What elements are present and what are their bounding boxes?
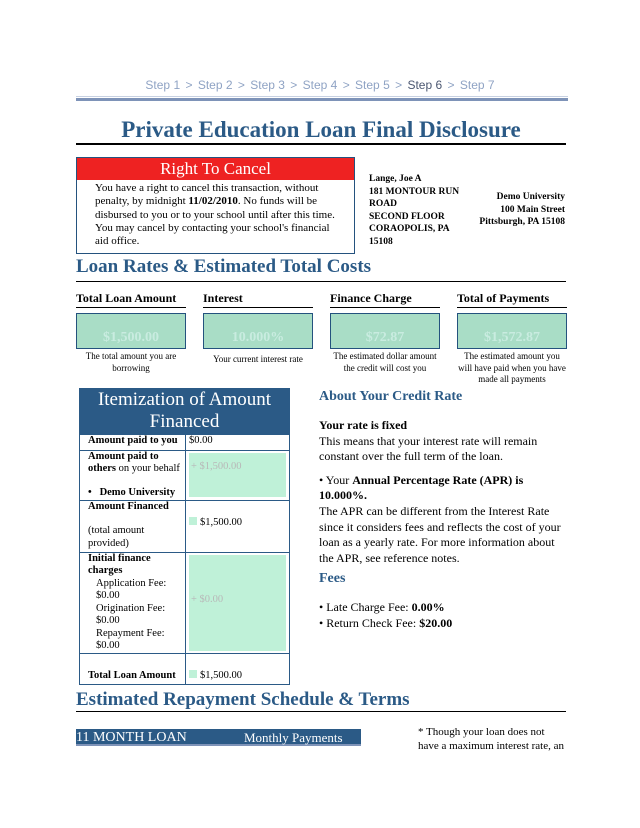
rate-value: $72.87 (330, 313, 440, 349)
rate-label: Total Loan Amount (76, 291, 186, 308)
rates-section-divider (76, 281, 566, 282)
steps-divider (76, 96, 568, 101)
amount-financed-label: Amount Financed (88, 500, 169, 512)
value-marker (189, 670, 197, 678)
total-loan-amount-card (76, 291, 186, 374)
step-separator: > (185, 78, 193, 92)
finance-charge-card (330, 291, 440, 374)
cancel-deadline-date: 11/02/2010 (188, 195, 238, 208)
paid-to-you-label: Amount paid to you (88, 435, 178, 446)
step-7-link[interactable]: Step 7 (459, 78, 495, 92)
school-address (470, 191, 565, 229)
rate-description: Your current interest rate (213, 354, 303, 364)
step-separator: > (290, 78, 298, 92)
total-loan-value: $1,500.00 (200, 669, 242, 681)
step-separator: > (342, 78, 350, 92)
borrower-address (369, 173, 469, 249)
rate-value: $1,572.87 (457, 313, 567, 349)
return-check-fee: • Return Check Fee: $20.00 (319, 615, 453, 630)
table-row (80, 500, 290, 552)
borrower-city: CORAOPOLIS, PA 15108 (369, 224, 450, 247)
step-4-link[interactable]: Step 4 (302, 78, 338, 92)
right-to-cancel-box (76, 157, 355, 254)
step-6-current: Step 6 (407, 78, 443, 92)
rate-label: Finance Charge (330, 291, 440, 308)
school-street: 100 Main Street (500, 204, 565, 215)
itemization-box (79, 388, 290, 685)
right-to-cancel-heading: Right To Cancel (77, 158, 354, 180)
itemization-heading: Itemization of Amount Financed (79, 388, 290, 434)
total-of-payments-card (457, 291, 567, 386)
borrower-name: Lange, Joe A (369, 174, 422, 184)
apr-statement: • Your Annual Percentage Rate (APR) is 10.000%. (319, 472, 524, 503)
table-row (80, 435, 290, 451)
step-separator: > (237, 78, 245, 92)
origination-fee: Origination Fee: $0.00 (96, 602, 166, 626)
credit-rate-text (319, 418, 567, 566)
paid-to-you-value: $0.00 (186, 435, 290, 451)
rate-value: 10.000% (203, 313, 313, 349)
repayment-section-heading: Estimated Repayment Schedule & Terms (76, 689, 410, 710)
paid-to-others-value: + $1,500.00 (189, 453, 286, 497)
rate-description: The total amount you are borrowing (85, 351, 177, 373)
step-separator: > (395, 78, 403, 92)
fixed-rate-text: This means that your interest rate will remain constant over the full term of the loan. (319, 433, 538, 464)
fees-list (319, 600, 567, 631)
apr-explanation: The APR can be different from the Interest Rate since it considers fees and reflects the cost of your loan as a yearly rate. For more information about the APR, see reference notes. (319, 503, 561, 565)
step-2-link[interactable]: Step 2 (197, 78, 233, 92)
fees-heading: Fees (319, 571, 346, 586)
rates-section-heading: Loan Rates & Estimated Total Costs (76, 256, 372, 277)
repayment-section-divider (76, 711, 566, 712)
page-title: Private Education Loan Final Disclosure (121, 117, 521, 142)
credit-rate-heading: About Your Credit Rate (319, 389, 463, 404)
table-row (80, 653, 290, 685)
rate-description: The estimated dollar amount the credit will cost you (333, 351, 437, 373)
borrower-street: 181 MONTOUR RUN ROAD (369, 186, 460, 210)
interest-card (203, 291, 313, 366)
amount-financed-note: (total amount provided) (88, 525, 145, 549)
value-marker (189, 517, 197, 525)
step-5-link[interactable]: Step 5 (355, 78, 390, 92)
rate-label: Interest (203, 291, 313, 308)
rate-value: $1,500.00 (76, 313, 186, 349)
table-row (80, 552, 290, 653)
rate-label: Total of Payments (457, 291, 567, 308)
repayment-fee: Repayment Fee: $0.00 (96, 627, 165, 651)
borrower-floor: SECOND FLOOR (369, 211, 445, 222)
step-separator: > (447, 78, 455, 92)
total-loan-label: Total Loan Amount (88, 669, 176, 681)
repayment-bar (76, 729, 361, 746)
repayment-footnote: * Though your loan does not have a maximum interest rate, an (418, 726, 564, 753)
fixed-rate-heading: Your rate is fixed (319, 418, 408, 432)
late-charge-fee: • Late Charge Fee: 0.00% (319, 600, 445, 614)
school-city: Pittsburgh, PA 15108 (479, 217, 565, 228)
itemization-table (79, 434, 290, 685)
school-name: Demo University (496, 192, 565, 202)
application-fee: Application Fee: $0.00 (96, 577, 167, 601)
step-3-link[interactable]: Step 3 (250, 78, 285, 92)
amount-financed-value: $1,500.00 (200, 516, 242, 528)
rate-description: The estimated amount you will have paid when you have made all payments (458, 351, 566, 384)
monthly-payments-label: Monthly Payments (244, 730, 343, 745)
initial-charges-value: + $0.00 (189, 555, 286, 651)
paid-to-others-label: Amount paid to others (88, 450, 159, 474)
initial-charges-label: Initial finance charges (88, 552, 151, 576)
paid-to-others-item: Demo University (99, 486, 176, 498)
table-row: Amount paid to others on your behalf • Demo University + $1,500.00 (80, 450, 290, 500)
step-1-link[interactable]: Step 1 (145, 78, 181, 92)
step-navigation (0, 78, 640, 92)
title-divider (76, 143, 566, 145)
loan-term-label: 11 MONTH LOAN (76, 730, 187, 745)
right-to-cancel-text: You have a right to cancel this transaction, without penalty, by midnight 11/02/2010. No funds will be disbursed to you or to your school until after this time. You may cancel by contacting your school's financial aid office. (95, 182, 335, 248)
